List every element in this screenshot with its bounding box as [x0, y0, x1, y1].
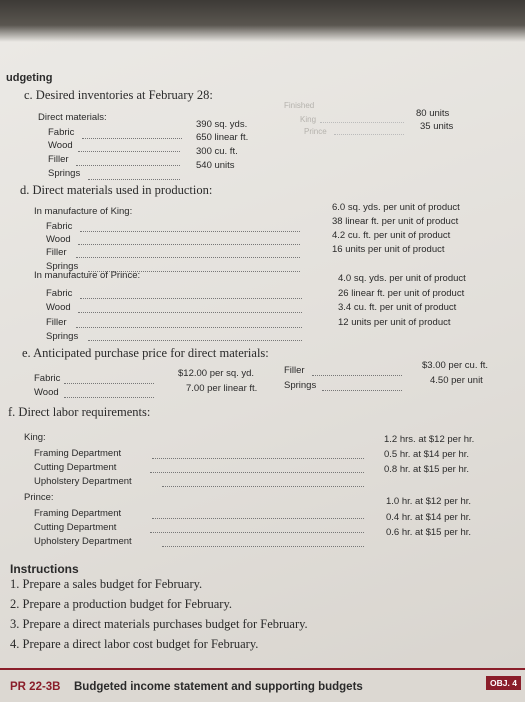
d-prince-springs-label: Springs [46, 331, 79, 342]
f-king-upholstery-value: 0.8 hr. at $15 per hr. [384, 464, 470, 475]
f-prince-framing-label: Framing Department [34, 508, 122, 519]
d-prince-wood-value: 26 linear ft. per unit of product [338, 288, 465, 299]
f-prince-label: Prince: [24, 492, 54, 503]
d-prince-fabric-label: Fabric [46, 288, 73, 299]
e-springs-label: Springs [284, 380, 317, 391]
d-king-wood-label: Wood [46, 234, 71, 245]
f-king-upholstery-label: Upholstery Department [34, 476, 132, 487]
instructions-heading: Instructions [10, 562, 79, 576]
d-prince-filler-value: 3.4 cu. ft. per unit of product [338, 302, 457, 313]
instruction-item: 2. Prepare a production budget for February. [10, 597, 233, 611]
d-prince-springs-value: 12 units per unit of product [338, 317, 451, 328]
d-prince-label: In manufacture of Prince: [34, 270, 141, 281]
instruction-item: 4. Prepare a direct labor cost budget for February. [10, 637, 259, 651]
c-prince-value: 35 units [420, 121, 454, 132]
d-king-fabric-label: Fabric [46, 221, 73, 232]
section-f-title: f. Direct labor requirements: [8, 405, 151, 419]
section-c-materials-label: Direct materials: [38, 112, 107, 123]
d-king-springs-label: Springs [46, 261, 79, 272]
c-finished-label: Finished [284, 101, 315, 110]
d-king-filler-value: 4.2 cu. ft. per unit of product [332, 230, 451, 241]
objective-badge: OBJ. 4 [486, 676, 521, 690]
e-wood-label: Wood [34, 387, 59, 398]
f-king-framing-value: 1.2 hrs. at $12 per hr. [384, 434, 475, 445]
section-c-title: c. Desired inventories at February 28: [24, 88, 213, 102]
section-d-title: d. Direct materials used in production: [20, 183, 213, 197]
d-king-springs-value: 16 units per unit of product [332, 244, 445, 255]
f-king-label: King: [24, 432, 46, 443]
c-fabric-value: 390 sq. yds. [196, 119, 248, 130]
d-prince-fabric-value: 4.0 sq. yds. per unit of product [338, 273, 466, 284]
c-springs-label: Springs [48, 168, 81, 179]
c-wood-label: Wood [48, 140, 73, 151]
d-king-wood-value: 38 linear ft. per unit of product [332, 216, 459, 227]
c-king-value: 80 units [416, 108, 450, 119]
d-prince-filler-label: Filler [46, 317, 67, 328]
f-king-cutting-value: 0.5 hr. at $14 per hr. [384, 449, 470, 460]
c-wood-value: 650 linear ft. [196, 132, 249, 143]
e-springs-value: 4.50 per unit [430, 375, 483, 386]
c-fabric-label: Fabric [48, 127, 75, 138]
e-wood-value: 7.00 per linear ft. [186, 383, 258, 394]
d-king-label: In manufacture of King: [34, 206, 133, 217]
c-filler-label: Filler [48, 154, 69, 165]
problem-title: Budgeted income statement and supporting budgets [74, 681, 363, 693]
f-king-cutting-label: Cutting Department [34, 462, 117, 473]
c-filler-value: 300 cu. ft. [196, 146, 238, 157]
e-fabric-label: Fabric [34, 373, 61, 384]
c-prince-label: Prince [304, 127, 327, 136]
page-top-shadow [0, 0, 525, 42]
d-king-fabric-value: 6.0 sq. yds. per unit of product [332, 202, 460, 213]
f-prince-upholstery-label: Upholstery Department [34, 536, 132, 547]
f-prince-cutting-label: Cutting Department [34, 522, 117, 533]
d-prince-wood-label: Wood [46, 302, 71, 313]
chapter-header: udgeting [6, 72, 53, 84]
c-king-label: King [300, 115, 317, 124]
f-prince-upholstery-value: 0.6 hr. at $15 per hr. [386, 527, 472, 538]
c-springs-value: 540 units [196, 160, 235, 171]
problem-id: PR 22-3B [10, 681, 61, 693]
d-king-filler-label: Filler [46, 247, 67, 258]
e-filler-value: $3.00 per cu. ft. [422, 360, 489, 371]
instruction-item: 3. Prepare a direct materials purchases budget for February. [10, 617, 308, 631]
e-fabric-value: $12.00 per sq. yd. [178, 368, 255, 379]
instruction-item: 1. Prepare a sales budget for February. [10, 577, 203, 591]
section-e-title: e. Anticipated purchase price for direct materials: [22, 346, 269, 360]
e-filler-label: Filler [284, 365, 305, 376]
f-prince-framing-value: 1.0 hr. at $12 per hr. [386, 496, 472, 507]
f-king-framing-label: Framing Department [34, 448, 122, 459]
f-prince-cutting-value: 0.4 hr. at $14 per hr. [386, 512, 472, 523]
